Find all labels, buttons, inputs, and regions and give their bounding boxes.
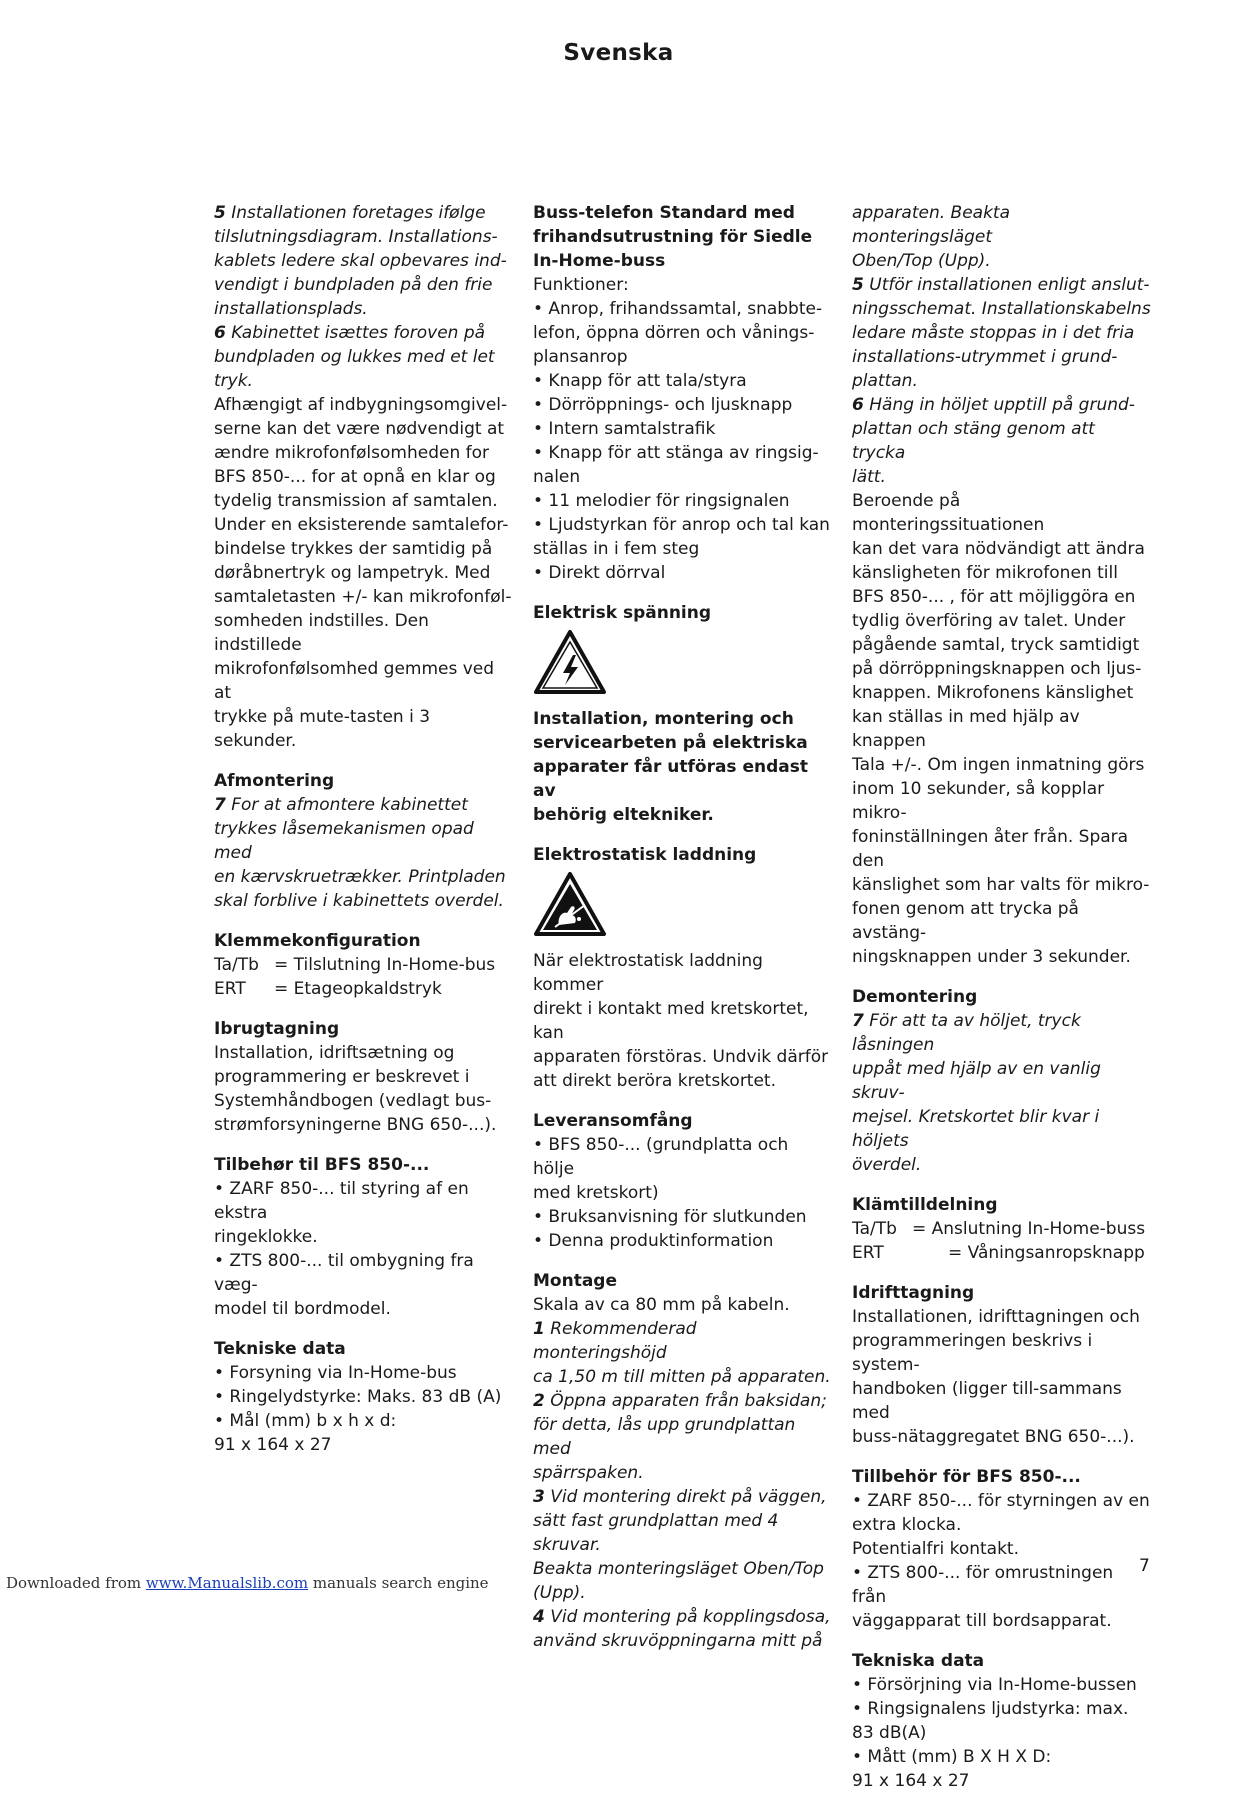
section-heading-elektrostatisk: Elektrostatisk laddning: [533, 845, 757, 865]
text-line: kan det vara nödvändigt att ändra: [852, 539, 1145, 559]
terminal-row: Ta/Tb = Anslutning In-Home-buss: [852, 1219, 1146, 1239]
text-line: BFS 850-... for at opnå en klar og: [214, 467, 496, 487]
section-heading-idrifttagning: Idrifttagning: [852, 1283, 975, 1303]
column-1: [214, 201, 514, 1457]
text-line: Beakta monteringsläget Oben/Top: [533, 1559, 824, 1579]
text-line: Installation, montering och: [533, 709, 794, 729]
text-line: Skala av ca 80 mm på kabeln.: [533, 1295, 790, 1315]
text-line: Funktioner:: [533, 275, 629, 295]
section-heading-afmontering: Afmontering: [214, 771, 335, 791]
text-line: direkt i kontakt med kretskortet, kan: [533, 999, 809, 1043]
text-line: • Intern samtalstrafik: [533, 419, 716, 439]
footer-suffix: manuals search engine: [308, 1574, 489, 1592]
step-7: 7 For at afmontere kabinettet: [214, 795, 468, 815]
text-line: fonen genom att trycka på avstäng-: [852, 899, 1079, 943]
section-heading-elektrisk-spanning: Elektrisk spänning: [533, 603, 712, 623]
step-7: 7 För att ta av höljet, tryck låsningen: [852, 1011, 1081, 1055]
text-line: tydelig transmission af samtalen.: [214, 491, 498, 511]
esd-warning-icon: [533, 871, 607, 937]
text-line: (Upp).: [533, 1583, 586, 1603]
text-line: tryk.: [214, 371, 253, 391]
text-line: ændre mikrofonfølsomheden for: [214, 443, 490, 463]
text-line: mejsel. Kretskortet blir kvar i höljets: [852, 1107, 1100, 1151]
text-line: 91 x 164 x 27: [852, 1771, 970, 1791]
text-line: apparater får utföras endast av: [533, 757, 808, 801]
esd-paragraph: [533, 949, 833, 1093]
text-line: ningsknappen under 3 sekunder.: [852, 947, 1131, 967]
text-line: Oben/Top (Upp).: [852, 251, 991, 271]
text-line: installations-utrymmet i grund-: [852, 347, 1118, 367]
text-line: model til bordmodel.: [214, 1299, 391, 1319]
text-line: serne kan det være nødvendigt at: [214, 419, 505, 439]
text-line: plattan och stäng genom att trycka: [852, 419, 1095, 463]
mic-sensitivity-paragraph: [214, 393, 514, 753]
text-line: • Mål (mm) b x h x d:: [214, 1411, 397, 1431]
text-line: ställas in i fem steg: [533, 539, 700, 559]
text-line: ledare måste stoppas in i det fria: [852, 323, 1135, 343]
text-line: skal forblive i kabinettets overdel.: [214, 891, 504, 911]
section-heading-tilbehor: Tilbehør til BFS 850-...: [214, 1155, 430, 1175]
text-line: känslighet som har valts för mikro-: [852, 875, 1150, 895]
text-line: spärrspaken.: [533, 1463, 644, 1483]
text-line: nalen: [533, 467, 581, 487]
section-heading-montage: Montage: [533, 1271, 617, 1291]
text-line: døråbnertryk og lampetryk. Med: [214, 563, 491, 583]
text-line: • ZTS 800-... til ombygning fra væg-: [214, 1251, 474, 1295]
text-line: känsligheten för mikrofonen till: [852, 563, 1118, 583]
text-line: mikrofonfølsomhed gemmes ved at: [214, 659, 495, 703]
text-line: ningsschemat. Installationskabelns: [852, 299, 1151, 319]
text-line: installationsplads.: [214, 299, 368, 319]
text-line: In-Home-buss: [533, 251, 666, 271]
text-line: lefon, öppna dörren och vånings-: [533, 323, 815, 343]
high-voltage-warning-icon: [533, 629, 607, 695]
text-line: en kærvskruetrækker. Printpladen: [214, 867, 506, 887]
text-line: överdel.: [852, 1155, 922, 1175]
text-line: • ZTS 800-... för omrustningen från: [852, 1563, 1114, 1607]
text-line: apparaten. Beakta monteringsläget: [852, 203, 1010, 247]
text-line: inom 10 sekunder, så kopplar mikro-: [852, 779, 1105, 823]
text-line: sätt fast grundplattan med 4 skruvar.: [533, 1511, 779, 1555]
text-line: ringeklokke.: [214, 1227, 318, 1247]
step-6: 6 Kabinettet isættes foroven på: [214, 323, 486, 343]
text-line: tydlig överföring av talet. Under: [852, 611, 1126, 631]
text-line: ca 1,50 m till mitten på apparaten.: [533, 1367, 831, 1387]
terminal-row: Ta/Tb = Tilslutning In-Home-bus: [214, 955, 496, 975]
page-number: 7: [1139, 1556, 1150, 1576]
section-heading-demontering: Demontering: [852, 987, 978, 1007]
text-line: Tala +/-. Om ingen inmatning görs: [852, 755, 1145, 775]
section-heading-buss-telefon: Buss-telefon Standard med: [533, 203, 795, 223]
text-line: Installationen, idrifttagningen och: [852, 1307, 1140, 1327]
text-line: 83 dB(A): [852, 1723, 927, 1743]
section-heading-tillbehor: Tillbehör för BFS 850-...: [852, 1467, 1081, 1487]
text-line: • Anrop, frihandssamtal, snabbte-: [533, 299, 823, 319]
text-line: servicearbeten på elektriska: [533, 733, 808, 753]
text-line: • Knapp för att tala/styra: [533, 371, 747, 391]
download-footer: [6, 1574, 489, 1592]
text-line: • 11 melodier för ringsignalen: [533, 491, 790, 511]
text-line: behörig eltekniker.: [533, 805, 714, 825]
text-line: uppåt med hjälp av en vanlig skruv-: [852, 1059, 1101, 1103]
text-line: Under en eksisterende samtalefor-: [214, 515, 509, 535]
text-line: strømforsyningerne BNG 650-...).: [214, 1115, 497, 1135]
text-line: vendigt i bundpladen på den frie: [214, 275, 493, 295]
step-4: 4 Vid montering på kopplingsdosa,: [533, 1607, 831, 1627]
text-line: använd skruvöppningarna mitt på: [533, 1631, 823, 1651]
terminal-row: ERT = Etageopkaldstryk: [214, 979, 442, 999]
text-line: När elektrostatisk laddning kommer: [533, 951, 763, 995]
text-line: 91 x 164 x 27: [214, 1435, 332, 1455]
text-line: • Denna produktinformation: [533, 1231, 774, 1251]
text-line: • Mått (mm) B X H X D:: [852, 1747, 1052, 1767]
text-line: • Bruksanvisning för slutkunden: [533, 1207, 807, 1227]
text-line: väggapparat till bordsapparat.: [852, 1611, 1112, 1631]
mic-sensitivity-paragraph: [852, 489, 1152, 969]
text-line: trykke på mute-tasten i 3 sekunder.: [214, 707, 431, 751]
text-line: knappen. Mikrofonens känslighet: [852, 683, 1134, 703]
step-5: 5 Installationen foretages ifølge: [214, 203, 486, 223]
footer-prefix: Downloaded from: [6, 1574, 146, 1592]
text-line: foninställningen åter från. Spara den: [852, 827, 1129, 871]
text-line: kablets ledere skal opbevares ind-: [214, 251, 507, 271]
section-heading-tekniska-data: Tekniska data: [852, 1651, 985, 1671]
text-line: Systemhåndbogen (vedlagt bus-: [214, 1091, 492, 1111]
step-1: 1 Rekommenderad monteringshöjd: [533, 1319, 697, 1363]
electrician-warning: [533, 707, 833, 827]
text-line: handboken (ligger till-sammans med: [852, 1379, 1122, 1423]
text-line: • BFS 850-... (grundplatta och hölje: [533, 1135, 789, 1179]
text-line: trykkes låsemekanismen opad med: [214, 819, 474, 863]
text-line: • ZARF 850-... för styrningen av en: [852, 1491, 1150, 1511]
text-line: • Försörjning via In-Home-bussen: [852, 1675, 1137, 1695]
text-line: • Direkt dörrval: [533, 563, 666, 583]
text-line: bindelse trykkes der samtidig på: [214, 539, 493, 559]
text-line: programmering er beskrevet i: [214, 1067, 470, 1087]
text-line: bundpladen og lukkes med et let: [214, 347, 495, 367]
section-heading-ibrugtagning: Ibrugtagning: [214, 1019, 340, 1039]
text-line: • Ringsignalens ljudstyrka: max.: [852, 1699, 1129, 1719]
text-line: för detta, lås upp grundplattan med: [533, 1415, 796, 1459]
text-line: plattan.: [852, 371, 918, 391]
section-heading-klemmekonfiguration: Klemmekonfiguration: [214, 931, 421, 951]
step-3: 3 Vid montering direkt på väggen,: [533, 1487, 827, 1507]
text-line: • Ljudstyrkan för anrop och tal kan: [533, 515, 830, 535]
text-line: • Forsyning via In-Home-bus: [214, 1363, 457, 1383]
text-line: på dörröppningsknappen och ljus-: [852, 659, 1142, 679]
text-line: samtaletasten +/- kan mikrofonføl-: [214, 587, 512, 607]
text-line: Afhængigt af indbygningsomgivel-: [214, 395, 508, 415]
text-line: programmeringen beskrivs i system-: [852, 1331, 1093, 1375]
text-line: Installation, idriftsætning og: [214, 1043, 455, 1063]
manualslib-link[interactable]: www.Manualslib.com: [145, 1574, 309, 1592]
section-heading-leveransomfang: Leveransomfång: [533, 1111, 693, 1131]
text-line: att direkt beröra kretskortet.: [533, 1071, 776, 1091]
step-5: 5 Utför installationen enligt anslut-: [852, 275, 1150, 295]
text-line: apparaten förstöras. Undvik därför: [533, 1047, 829, 1067]
text-line: somheden indstilles. Den indstillede: [214, 611, 429, 655]
functions-list: [533, 273, 833, 585]
step-2: 2 Öppna apparaten från baksidan;: [533, 1391, 827, 1411]
step-6: 6 Häng in höljet upptill på grund-: [852, 395, 1135, 415]
text-line: frihandsutrustning för Siedle: [533, 227, 813, 247]
section-heading-klamtilldelning: Klämtilldelning: [852, 1195, 998, 1215]
text-line: • ZARF 850-... til styring af en ekstra: [214, 1179, 469, 1223]
text-line: Potentialfri kontakt.: [852, 1539, 1019, 1559]
text-line: kan ställas in med hjälp av knappen: [852, 707, 1080, 751]
text-line: lätt.: [852, 467, 886, 487]
page-title: Svenska: [563, 40, 674, 66]
terminal-row: ERT = Våningsanropsknapp: [852, 1243, 1145, 1263]
text-line: med kretskort): [533, 1183, 659, 1203]
section-heading-tekniske-data: Tekniske data: [214, 1339, 346, 1359]
text-line: pågående samtal, tryck samtidigt: [852, 635, 1140, 655]
text-line: • Knapp för att stänga av ringsig-: [533, 443, 819, 463]
text-line: plansanrop: [533, 347, 628, 367]
text-line: Beroende på monteringssituationen: [852, 491, 1045, 535]
column-2: [533, 201, 833, 1653]
text-line: tilslutningsdiagram. Installations-: [214, 227, 498, 247]
text-line: extra klocka.: [852, 1515, 962, 1535]
text-line: • Ringelydstyrke: Maks. 83 dB (A): [214, 1387, 502, 1407]
text-line: • Dörröppnings- och ljusknapp: [533, 395, 793, 415]
text-line: buss-nätaggregatet BNG 650-...).: [852, 1427, 1135, 1447]
column-3: [852, 201, 1152, 1793]
text-line: BFS 850-... , för att möjliggöra en: [852, 587, 1136, 607]
